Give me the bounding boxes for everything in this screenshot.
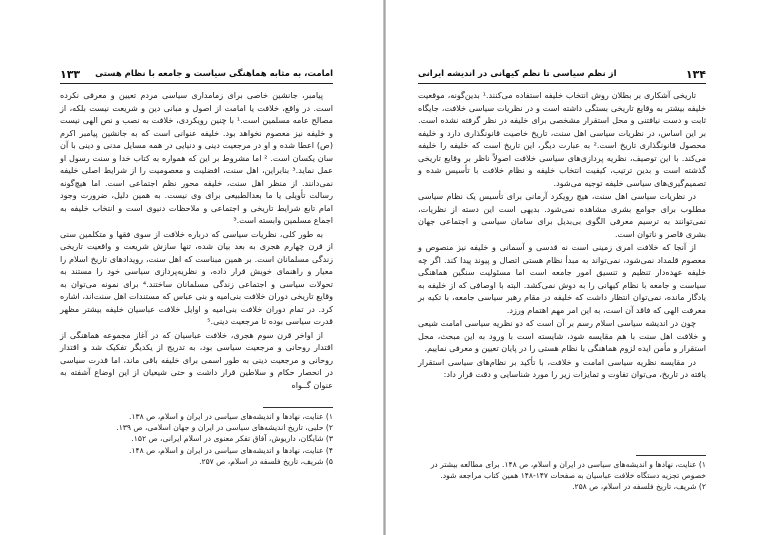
right-header-rule <box>418 83 706 84</box>
right-paragraph-1: تاریخی آشکاری بر بطلان روش انتخاب خلیفه استفاده می‌کنند.¹ بدین‌گونه، موقعیت خلیفه بیشتر به وقایع تاریخی بستگی داشته است و در نظریات سیاسی خلافت، جایگاه ثابت و دست نیافتنی و محل استقرار مشخصی برای خلیفه در نظر گرفته نشده است. بر این اساس، در نظریات سیاسی اهل سنت، تاریخ خاصیت قانونگذاری دارد و خلیفه محصول قانونگذاری تاریخ است.² به عبارت دیگر، این تاریخ است که خلیفه را خلیفه می‌کند. با این توصیف، نظریه پردازی‌های سیاسی خلافت اصولاً ناظر بر وقایع تاریخی گذشته است و بدین ترتیب، کیفیت انتخاب خلیفه و نظام خلافت با تأسیس شده و تصمیم‌گیری‌های سیاسی خلیفه توجیه می‌شود. <box>418 90 707 188</box>
right-page <box>386 0 768 535</box>
right-footnote-rule <box>636 455 706 456</box>
left-running-title: امامت، به مثابه هماهنگی سیاست و جامعه با نظام هستی <box>95 69 333 79</box>
left-paragraph-3: از اواخر قرن سوم هجری، خلافت عباسیان که در آغاز مجموعه هماهنگی از اقتدار روحانی و مرجعیت سیاسی بود، به تدریج از یکدیگر تفکیک شد و اقتدار روحانی و مرجعیت دینی به طور اسمی برای خلیفه باقی ماند، اما قدرت سیاسی در انحصار حکام و سلاطین قرار داشت و حتی شیعیان از این اوضاع آشفته به عنوان گــواه <box>60 329 333 390</box>
right-page-number: ۱۳۴ <box>685 67 706 81</box>
right-paragraph-4: چون در اندیشه سیاسی اسلام رسم بر آن است که دو نظریه سیاسی امامت شیعی و خلافت اهل سنت با هم مقایسه شود، شایسته است با ورود به این مبحث، محل استقرار و مأمن ایده لزوم هماهنگی با نظام هستی را در پایان تعیین و معرفی نماییم. <box>418 318 706 353</box>
right-page-header <box>418 66 706 82</box>
left-header-rule <box>60 83 333 84</box>
right-paragraph-5: در مقایسه نظریه سیاسی امامت و خلافت، با تأکید بر نظام‌های سیاسی استقرار یافته در تاریخ، می‌توان تفاوت و تمایزات زیر را مورد شناسایی و دقت قرار داد: <box>418 356 706 379</box>
left-footnote-5: ۵) شریف، تاریخ فلسفه در اسلام، ص ۲۵۷. <box>199 456 333 466</box>
right-footnotes <box>418 459 706 493</box>
left-page-header <box>60 66 333 82</box>
left-footnotes <box>60 411 333 467</box>
left-paragraph-2: به طور کلی، نظریات سیاسی که درباره خلافت از سوی فقها و متکلمین سنی از قرن چهارم هجری به بعد بیان شده، تنها سازش شریعت و واقعیت تاریخی زندگی مسلمانان است. بر همین مبناست که اهل سنت، رویدادهای تاریخ اسلام را معیار و راهنمای خویش قرار داده، و نظریه‌پردازی سیاسی خود را مستند به تحولات سیاسی و اجتماعی زندگی مسلمانان ساختند.⁴ برای نمونه می‌توان به وقایع تاریخی دوران خلافت بنی‌امیه و بنی عباس که مستندات اهل سنت‌اند، اشاره کرد. در تمام دوران خلافت بنی‌امیه و اوایل خلافت عباسیان خلیفه بیشتر مظهر قدرت سیاسی بوده تا مرجعیت دینی.⁵ <box>60 228 333 326</box>
left-footnote-1: ۱) عنایت، نهادها و اندیشه‌های سیاسی در ایران و اسلام، ص ۱۳۸. <box>129 412 333 421</box>
left-footnote-4: ۴) عنایت، نهادها و اندیشه‌های سیاسی در ایران و اسلام، ص ۱۴۸. <box>129 445 333 455</box>
left-body-text <box>60 89 333 391</box>
left-paragraph-1: پیامبر، جانشین خاصی برای زمامداری سیاسی مردم تعیین و معرفی نکرده است. در واقع، خلافت یا امامت از اصول و مبانی دین و شریعت نیست بلکه، از مصالح عامه مسلمین است.¹ با چنین رویکردی، خلافت به نصب و نص الهی نیست و خلیفه نیز معصوم نخواهد بود. خلیفه عنوانی است که به جانشین پیامبر اکرم (ص) اعطا شده و او در مرجعیت دینی و دنیایی در همه مسایل مدنی و دینی با آن سان یکسان است. ² اما مشروط بر این که همواره به کتاب خدا و سنت رسول او عمل نماید.³ بنابراین، اهل سنت، افضلیت و معصومیت را از شرایط اصلی خلیفه نمی‌دانند. از منظر اهل سنت، خلیفه محور نظم اجتماعی است. اما هیچ‌گونه رسالت تأویلی یا ما بعدالطبیعی برای وی نیست. به همین دلیل، ضرورت وجود امام تابع شرایط تاریخی و اجتماعی و ملاحظات دنیوی است و انتخاب خلیفه به اجماع مسلمین وابسته است.³ <box>60 90 333 225</box>
right-footnote-1: ۱) عنایت، نهادها و اندیشه‌های سیاسی در ایران و اسلام، ص ۱۴۸. برای مطالعه بیشتر در خصوص تجزیه دستگاه خلافت عباسیان به صفحات ۱۴۷-۱۴۸ همین کتاب مراجعه شود. <box>430 460 706 481</box>
right-paragraph-2: در نظریات سیاسی اهل سنت، هیچ رویکرد آرمانی برای تأسیس یک نظام سیاسی مطلوب برای جوامع بشری مشاهده نمی‌شود. بدیهی است این دسته از نظریات، نمی‌توانند به ترسیم معرفی الگوی بی‌بدیل برای سامان سیاسی و اجتماعی جهان بشری قاصر و ناتوان است. <box>418 191 706 239</box>
right-paragraph-3: از آنجا که خلافت امری زمینی است نه قدسی و آسمانی و خلیفه نیز منصوص و معصوم قلمداد نمی‌شود، نمی‌تواند به مبدأ نظام هستی اتصال و پیوند پیدا کند. اگر چه خلیفه عهده‌دار تنظیم و تنسیق امور جامعه است اما مسئولیت سنگین هماهنگی سیاست و جامعه با نظام کیهانی را به دوش نمی‌کشد. البته با اوصافی که از خلیفه به یادگار مانده، نمی‌توان انتظار داشت که خلیفه در مقام رهبر سیاسی جامعه، با تکیه بر معرفت الهی که فاقد آن است، به این امر مهم اهتمام ورزد. <box>418 242 706 315</box>
left-footnote-rule <box>263 407 333 408</box>
right-running-title: از نظم سیاسی تا نظم کیهانی در اندیشه ایرانی <box>418 69 617 79</box>
right-footnote-2: ۲) شریف، تاریخ فلسفه در اسلام، ص ۲۵۸. <box>572 482 706 492</box>
left-footnote-2: ۲) حلبی، تاریخ اندیشه‌های سیاسی در ایران و جهان اسلامی، ص ۱۳۹. <box>116 423 333 433</box>
right-body-text <box>418 89 706 381</box>
left-footnote-3: ۳) شایگان، داریوش، آفاق تفکر معنوی در اسلام ایرانی، ص ۱۵۲. <box>131 434 333 444</box>
left-page-number: ۱۳۳ <box>60 67 81 81</box>
left-page <box>0 0 383 535</box>
